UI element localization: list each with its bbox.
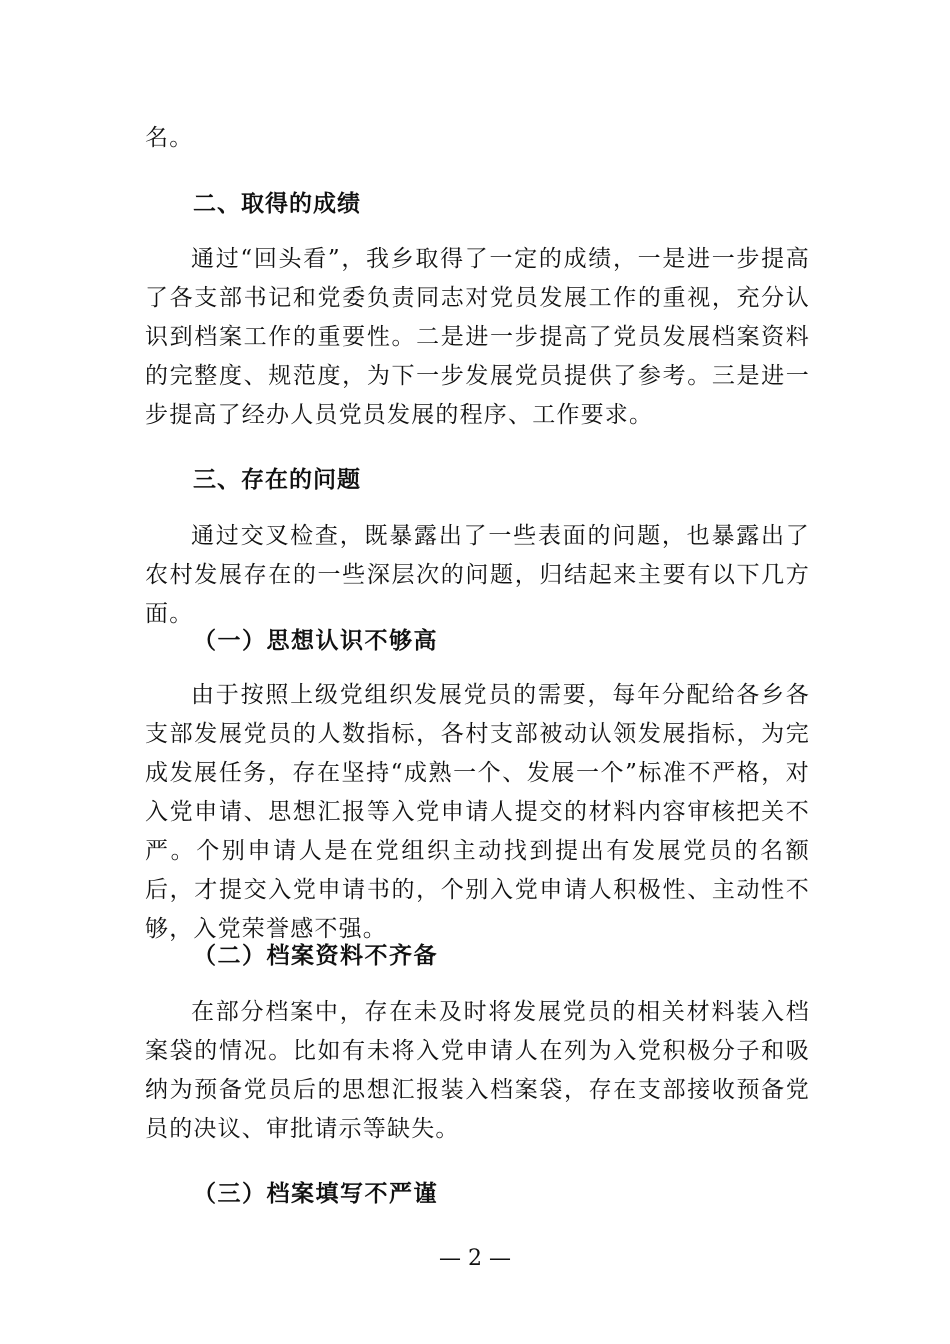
continuation-text: 名。 (145, 125, 194, 151)
awareness-paragraph: 由于按照上级党组织发展党员的需要，每年分配给各乡各支部发展党员的人数指标，各村支部被动认领发展指标，为完成发展任务，存在坚持“成熟一个、发展一个”标准不严格，对入党申请、思想汇报等入党申请人提交的材料内容审核把关不严。个别申请人是在党组织主动找到提出有发展党员的名额后，才提交入党申请书的，个别入党申请人积极性、主动性不够，入党荣誉感不强。 (145, 682, 810, 942)
achievements-paragraph: 通过“回头看”，我乡取得了一定的成绩，一是进一步提高了各支部书记和党委负责同志对党员发展工作的重视，充分认识到档案工作的重要性。二是进一步提高了党员发展档案资料的完整度、规范度，为下一步发展党员提供了参考。三是进一步提高了经办人员党员发展的程序、工作要求。 (145, 246, 810, 428)
subsection-heading-archives: （二）档案资料不齐备 (193, 942, 438, 969)
archives-paragraph: 在部分档案中，存在未及时将发展党员的相关材料装入档案袋的情况。比如有未将入党申请人在列为入党积极分子和吸纳为预备党员后的思想汇报装入档案袋，存在支部接收预备党员的决议、审批请示等缺失。 (145, 999, 810, 1142)
subsection-heading-awareness: （一）思想认识不够高 (193, 627, 438, 654)
subsection-heading-filling: （三）档案填写不严谨 (193, 1180, 438, 1207)
section-heading-achievements: 二、取得的成绩 (193, 191, 361, 217)
problems-intro-paragraph: 通过交叉检查，既暴露出了一些表面的问题，也暴露出了农村发展存在的一些深层次的问题，归结起来主要有以下几方面。 (145, 523, 810, 627)
page-number: — 2 — (439, 1246, 511, 1271)
section-heading-problems: 三、存在的问题 (193, 467, 361, 493)
